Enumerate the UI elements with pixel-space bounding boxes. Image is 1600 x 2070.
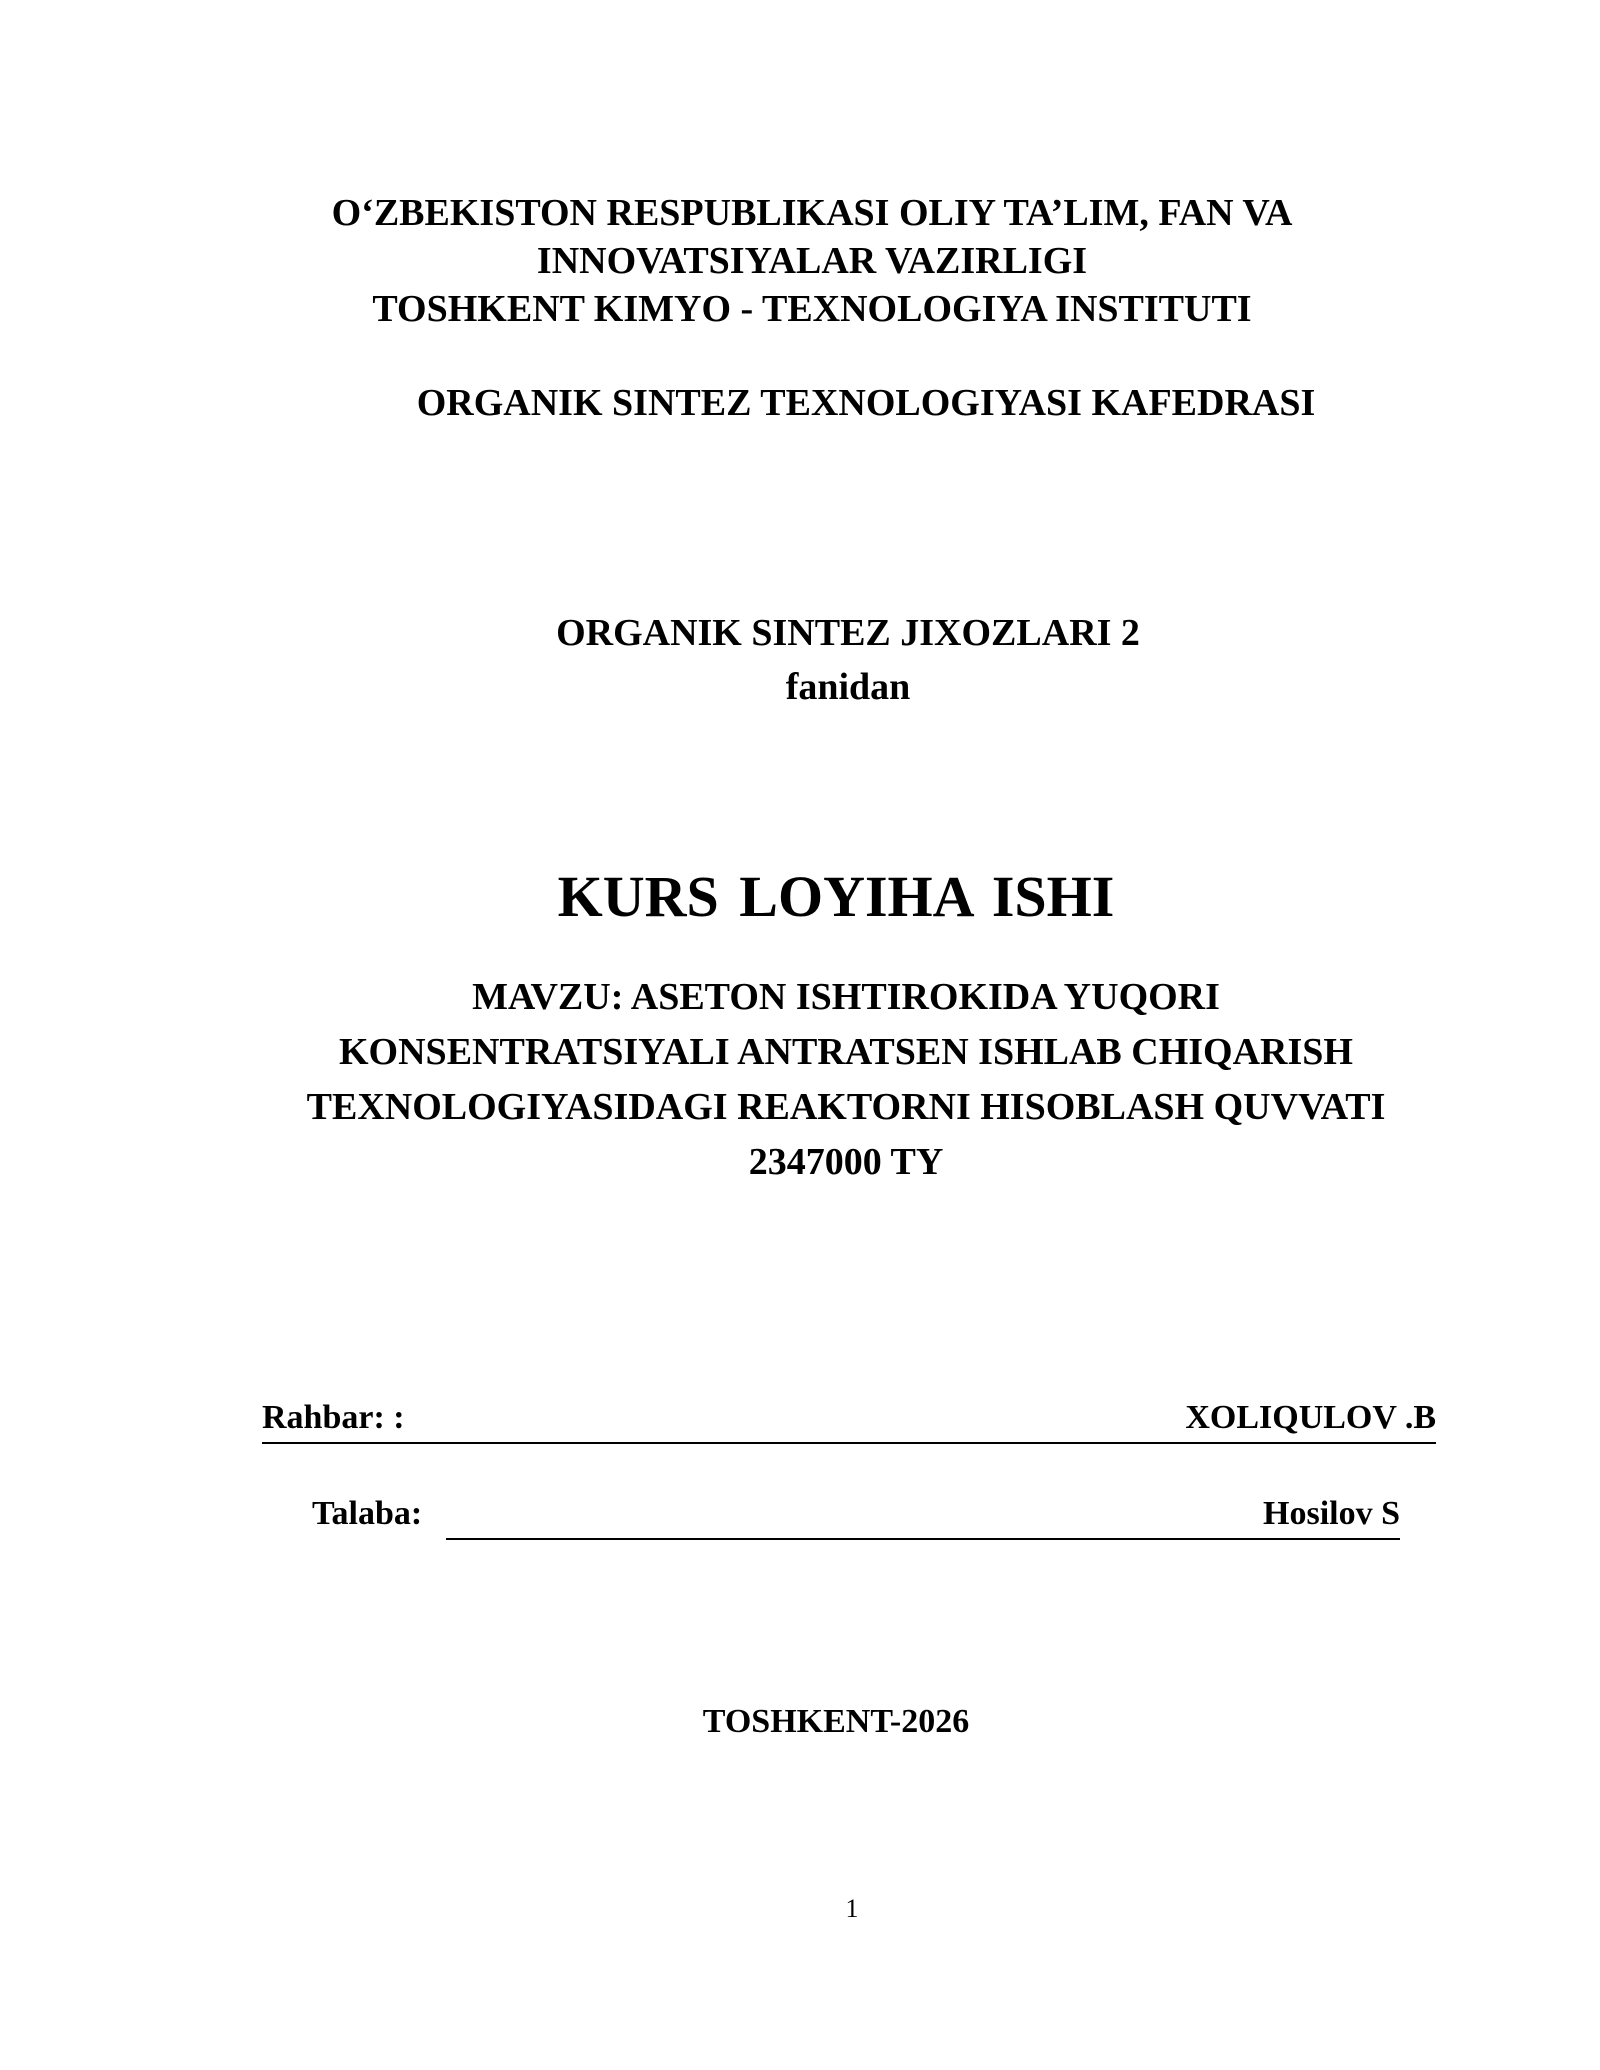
- institute-name: TOSHKENT KIMYO - TEXNOLOGIYA INSTITUTI: [372, 288, 1252, 330]
- supervisor-label: Rahbar: :: [262, 1399, 405, 1436]
- course-subject-suffix: fanidan: [785, 666, 911, 708]
- ministry-title-line-1: O‘ZBEKISTON RESPUBLIKASI OLIY TA’LIM, FAN VA: [331, 192, 1293, 234]
- topic-line-2: KONSENTRATSIYALI ANTRATSEN ISHLAB CHIQARISH: [339, 1031, 1353, 1073]
- student-label: Talaba:: [312, 1495, 423, 1532]
- page-number: 1: [845, 1894, 859, 1923]
- supervisor-name: XOLIQULOV .B: [1185, 1399, 1436, 1436]
- course-subject: ORGANIK SINTEZ JIXOZLARI 2: [556, 612, 1140, 654]
- ministry-title-line-2: INNOVATSIYALAR VAZIRLIGI: [536, 240, 1088, 282]
- topic-line-4: 2347000 TY: [748, 1141, 944, 1183]
- student-signature-line: [446, 1492, 1400, 1540]
- topic-line-1: MAVZU: ASETON ISHTIROKIDA YUQORI: [472, 976, 1220, 1018]
- city-year: TOSHKENT-2026: [702, 1703, 970, 1740]
- topic-line-3: TEXNOLOGIYASIDAGI REAKTORNI HISOBLASH QUVVATI: [306, 1086, 1386, 1128]
- student-name: Hosilov S: [1263, 1495, 1400, 1532]
- supervisor-signature-row: [262, 1396, 1436, 1444]
- student-signature-row: [312, 1492, 1400, 1538]
- department-name: ORGANIK SINTEZ TEXNOLOGIYASI KAFEDRASI: [416, 382, 1316, 424]
- document-title: KURS LOYIHA ISHI: [557, 864, 1115, 929]
